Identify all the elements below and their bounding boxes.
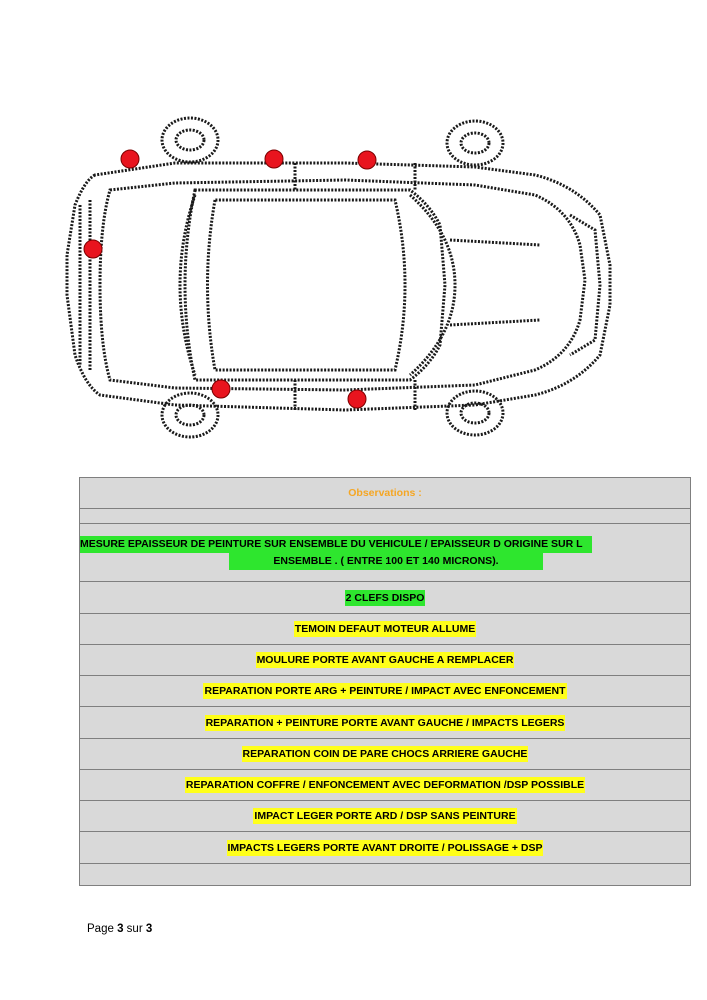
observation-item: TEMOIN DEFAUT MOTEUR ALLUME [294,623,476,635]
observation-item: MOULURE PORTE AVANT GAUCHE A REMPLACER [256,654,514,666]
page-footer [87,923,152,935]
keys-note: 2 CLEFS DISPO [345,591,425,604]
observation-row [80,801,690,832]
observations-title: Observations : [348,487,422,499]
observation-row [80,770,690,801]
observation-row [80,832,690,864]
paint-note-line1: MESURE EPAISSEUR DE PEINTURE SUR ENSEMBLE DU VEHICULE / EPAISSEUR D ORIGINE SUR L [80,536,592,553]
observation-item: IMPACTS LEGERS PORTE AVANT DROITE / POLISSAGE + DSP [227,841,543,854]
paint-note-line2: ENSEMBLE . ( ENTRE 100 ET 140 MICRONS). [229,553,543,570]
spacer-row [80,509,690,524]
observation-item: REPARATION COFFRE / ENFONCEMENT AVEC DEFORMATION /DSP POSSIBLE [185,779,585,791]
page-sep: sur [126,923,143,935]
car-damage-diagram [55,105,625,455]
observation-item: IMPACT LEGER PORTE ARD / DSP SANS PEINTURE [254,810,516,822]
observation-item: REPARATION COIN DE PARE CHOCS ARRIERE GAUCHE [242,748,528,760]
observation-row [80,739,690,770]
damage-marker [348,390,366,408]
damage-marker [265,150,283,168]
observation-row [80,645,690,676]
observation-row [80,707,690,739]
observations-header-row [80,478,690,509]
damage-marker [212,380,230,398]
damage-marker [358,151,376,169]
observation-row [80,614,690,645]
observation-item: REPARATION + PEINTURE PORTE AVANT GAUCHE / IMPACTS LEGERS [205,716,565,729]
keys-row [80,582,690,614]
paint-thickness-row [80,524,690,582]
observation-row [80,676,690,707]
paint-thickness-note [80,536,690,570]
page-label: Page [87,923,114,935]
empty-row [80,864,690,885]
observations-table [79,477,691,886]
page-total: 3 [145,923,153,935]
car-outline [67,118,610,437]
damage-marker [121,150,139,168]
damage-marker [84,240,102,258]
observation-item: REPARATION PORTE ARG + PEINTURE / IMPACT AVEC ENFONCEMENT [204,685,566,697]
page-current: 3 [117,923,124,935]
